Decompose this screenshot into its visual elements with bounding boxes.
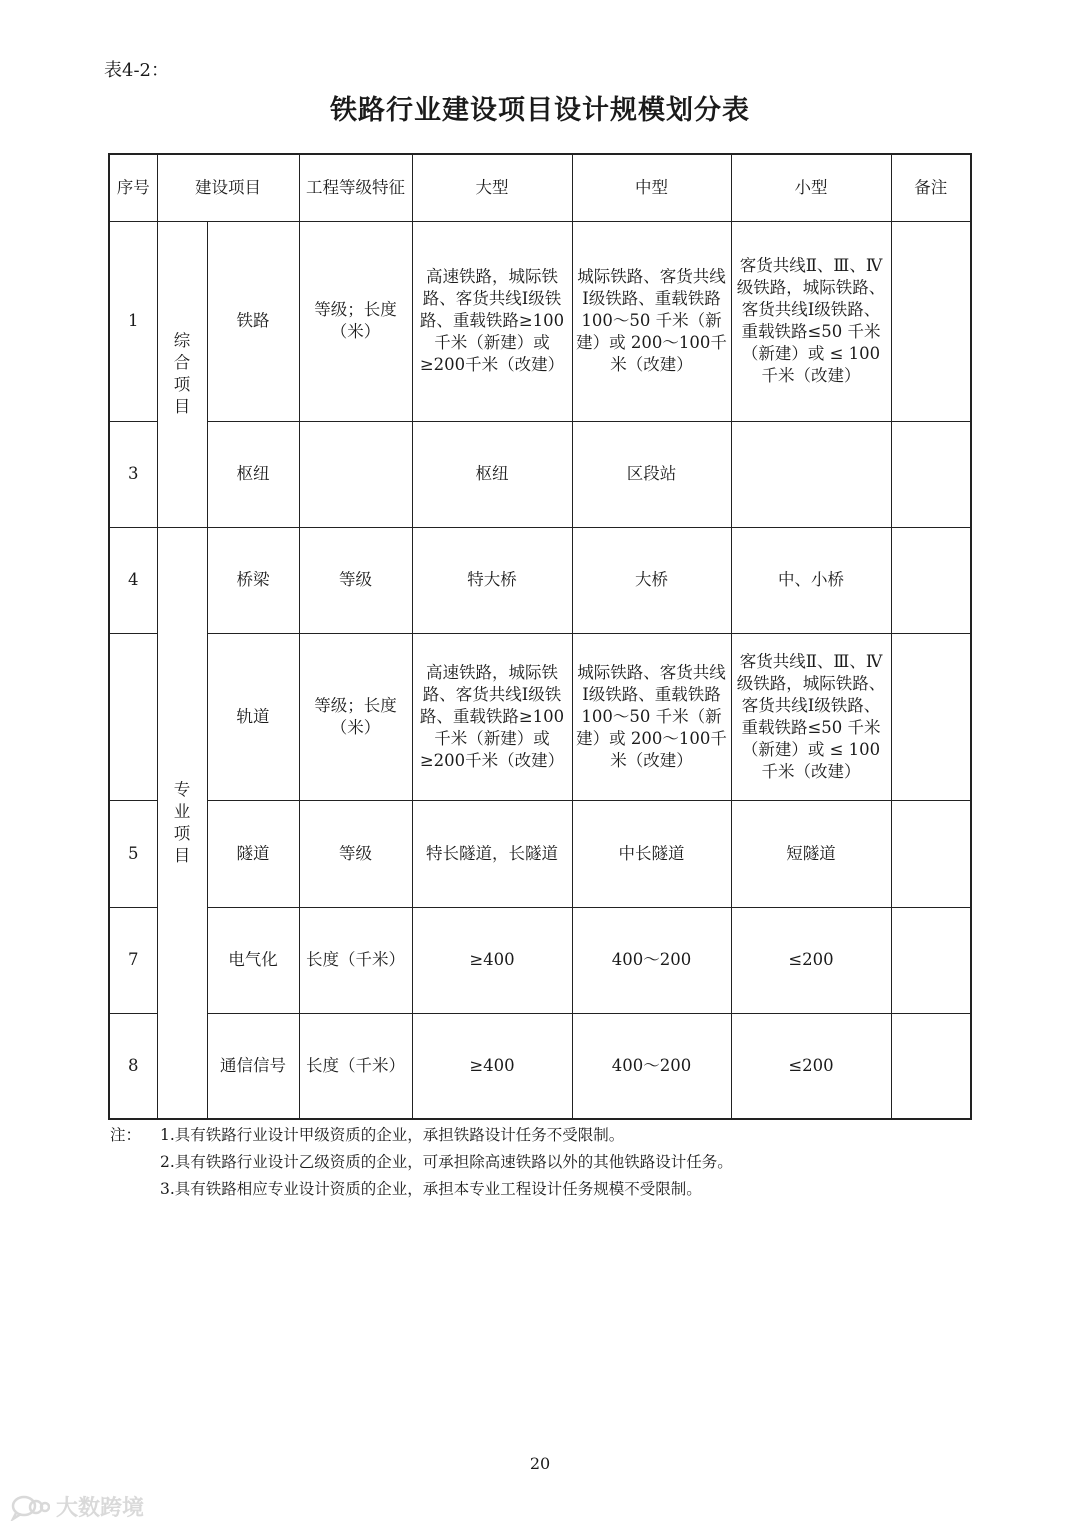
row-feature: 长度（千米）: [299, 907, 412, 1013]
header-small: 小型: [731, 154, 891, 221]
row-item: 铁路: [207, 221, 299, 421]
header-seq: 序号: [109, 154, 157, 221]
header-remark: 备注: [891, 154, 971, 221]
note-item: [110, 1149, 733, 1176]
row-small: ≤200: [731, 907, 891, 1013]
row-large: 特长隧道，长隧道: [412, 800, 572, 907]
row-seq: 4: [109, 527, 157, 633]
row-seq: 7: [109, 907, 157, 1013]
row-seq: 3: [109, 421, 157, 527]
row-remark: [891, 800, 971, 907]
row-large: ≥400: [412, 1013, 572, 1119]
row-medium: 中长隧道: [572, 800, 731, 907]
row-medium: 城际铁路、客货共线Ⅰ级铁路、重载铁路100～50 千米（新建）或 200～100千米（改建）: [572, 633, 731, 800]
row-remark: [891, 633, 971, 800]
row-item: 桥梁: [207, 527, 299, 633]
row-large: 高速铁路，城际铁路、客货共线Ⅰ级铁路、重载铁路≥100千米（新建）或≥200千米（改建）: [412, 221, 572, 421]
row-small: [731, 421, 891, 527]
row-seq: 5: [109, 800, 157, 907]
note-text: 1.具有铁路行业设计甲级资质的企业，承担铁路设计任务不受限制。: [160, 1126, 625, 1144]
row-feature: 等级；长度（米）: [299, 221, 412, 421]
row-medium: 区段站: [572, 421, 731, 527]
page-title: 铁路行业建设项目设计规模划分表: [330, 95, 750, 126]
row-item: 通信信号: [207, 1013, 299, 1119]
row-seq: [109, 633, 157, 800]
row-remark: [891, 527, 971, 633]
table-label: 表4-2：: [104, 60, 169, 81]
page-number: 20: [529, 1454, 551, 1473]
row-large: ≥400: [412, 907, 572, 1013]
table-notes: [110, 1122, 733, 1203]
row-small: 客货共线Ⅱ、Ⅲ、Ⅳ级铁路，城际铁路、客货共线Ⅰ级铁路、重载铁路≤50 千米（新建）或 ≤ 100千米（改建）: [731, 633, 891, 800]
table-row: [109, 1013, 971, 1119]
design-scale-table: [108, 153, 972, 1120]
row-remark: [891, 221, 971, 421]
notes-lead: 注：: [110, 1126, 142, 1144]
watermark: [10, 1491, 144, 1522]
row-feature: 等级: [299, 527, 412, 633]
row-medium: 400～200: [572, 1013, 731, 1119]
row-item: 轨道: [207, 633, 299, 800]
row-large: 高速铁路，城际铁路、客货共线Ⅰ级铁路、重载铁路≥100千米（新建）或≥200千米（改建）: [412, 633, 572, 800]
row-medium: 城际铁路、客货共线Ⅰ级铁路、重载铁路100～50 千米（新建）或 200～100千米（改建）: [572, 221, 731, 421]
row-medium: 400～200: [572, 907, 731, 1013]
row-remark: [891, 1013, 971, 1119]
note-item: [110, 1122, 733, 1149]
table-row: [109, 800, 971, 907]
row-large: 特大桥: [412, 527, 572, 633]
row-feature: 等级: [299, 800, 412, 907]
table-row: [109, 421, 971, 527]
row-small: 短隧道: [731, 800, 891, 907]
note-text: 3.具有铁路相应专业设计资质的企业，承担本专业工程设计任务规模不受限制。: [160, 1180, 702, 1198]
group-professional: 专业项目: [157, 527, 207, 1119]
row-item: 枢纽: [207, 421, 299, 527]
group-comprehensive: 综合项目: [157, 221, 207, 527]
row-feature: 等级；长度（米）: [299, 633, 412, 800]
row-item: 隧道: [207, 800, 299, 907]
row-large: 枢纽: [412, 421, 572, 527]
header-large: 大型: [412, 154, 572, 221]
row-medium: 大桥: [572, 527, 731, 633]
header-row: [109, 154, 971, 221]
note-text: 2.具有铁路行业设计乙级资质的企业，可承担除高速铁路以外的其他铁路设计任务。: [160, 1153, 733, 1171]
header-project: 建设项目: [157, 154, 299, 221]
watermark-text: 大数跨境: [56, 1496, 145, 1521]
table-row: [109, 907, 971, 1013]
row-remark: [891, 421, 971, 527]
table-row: [109, 633, 971, 800]
row-small: 客货共线Ⅱ、Ⅲ、Ⅳ级铁路，城际铁路、客货共线Ⅰ级铁路、重载铁路≤50 千米（新建）或 ≤ 100千米（改建）: [731, 221, 891, 421]
table-row: [109, 221, 971, 421]
note-item: [110, 1176, 733, 1203]
row-small: 中、小桥: [731, 527, 891, 633]
row-small: ≤200: [731, 1013, 891, 1119]
header-feature: 工程等级特征: [299, 154, 412, 221]
chat-bubble-logo-icon: [10, 1493, 50, 1521]
row-remark: [891, 907, 971, 1013]
header-medium: 中型: [572, 154, 731, 221]
row-seq: 1: [109, 221, 157, 421]
row-item: 电气化: [207, 907, 299, 1013]
row-feature: [299, 421, 412, 527]
row-seq: 8: [109, 1013, 157, 1119]
table-row: [109, 527, 971, 633]
row-feature: 长度（千米）: [299, 1013, 412, 1119]
